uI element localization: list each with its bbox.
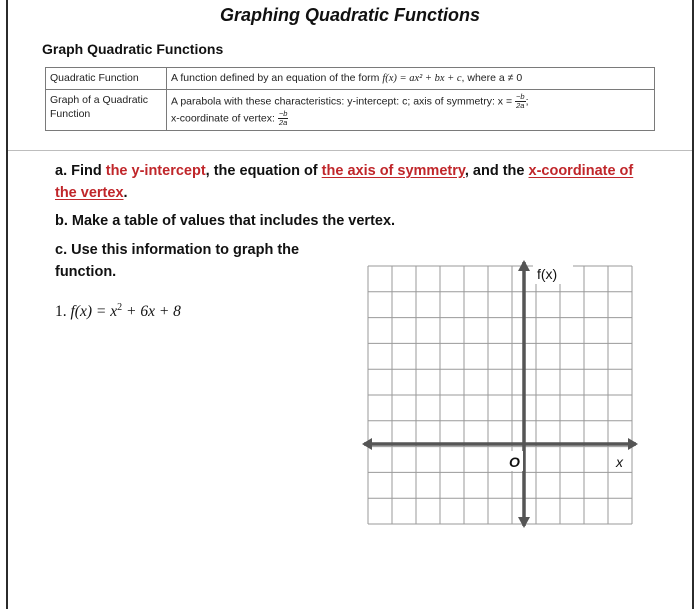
x-axis-label: x: [616, 454, 623, 470]
vertex-link[interactable]: x-coordinate of the vertex: [55, 163, 634, 201]
vertex-label: x-coordinate of vertex:: [171, 112, 278, 125]
instruction-a: [55, 160, 635, 204]
definition-cell: [167, 90, 655, 131]
highlight-y-intercept: the y-intercept: [105, 163, 206, 179]
definition-text: A function defined by an equation of the form: [171, 72, 383, 84]
vertex-fraction: [278, 110, 289, 127]
problem-lhs: f(x) = x: [70, 303, 118, 321]
page-edge-right: [692, 0, 694, 609]
axis-fraction: [515, 93, 526, 110]
term-cell: Quadratic Function: [46, 68, 167, 90]
coordinate-grid[interactable]: [360, 258, 640, 530]
problem-exponent: 2: [117, 302, 123, 313]
term-cell: Graph of a Quadratic Function: [46, 90, 167, 131]
vocabulary-table: [45, 67, 655, 131]
section-heading: Graph Quadratic Functions: [42, 41, 224, 57]
table-row: [46, 90, 655, 131]
instruction-b: b. Make a table of values that includes the vertex.: [55, 213, 396, 229]
definition-punctuation: ;: [525, 95, 529, 108]
axis-of-symmetry-link[interactable]: the axis of symmetry: [321, 163, 465, 179]
definition-condition: , where a ≠ 0: [461, 72, 523, 84]
origin-label: O: [509, 454, 520, 470]
table-row: [46, 68, 655, 90]
function-form: f(x) = ax² + bx + c: [382, 73, 462, 84]
x-axis-left-arrow: [362, 438, 372, 450]
definition-text: A parabola with these characteristics: y-intercept: c; axis of symmetry: x =: [171, 95, 516, 108]
section-divider: [8, 150, 692, 151]
fraction-denominator: 2a: [516, 101, 525, 111]
page-edge-left: [6, 0, 8, 609]
instruction-text: , the equation of: [205, 163, 322, 179]
instruction-text: , and the: [464, 163, 529, 179]
problem-number: 1.: [55, 303, 71, 321]
fraction-numerator: −b: [516, 92, 525, 102]
instruction-text: a. Find: [55, 163, 106, 179]
instruction-c-line2: function.: [55, 264, 117, 280]
page-title: Graphing Quadratic Functions: [219, 5, 480, 25]
problem-1: [55, 302, 181, 321]
fraction-numerator: −b: [278, 109, 288, 119]
y-axis-label: f(x): [537, 266, 558, 282]
fraction-denominator: 2a: [278, 118, 288, 128]
instruction-c-line1: c. Use this information to graph the: [55, 242, 300, 258]
x-axis-right-arrow: [628, 438, 638, 450]
problem-rhs: + 6x + 8: [122, 303, 181, 321]
definition-cell: [167, 68, 655, 90]
instruction-text: .: [123, 185, 128, 201]
